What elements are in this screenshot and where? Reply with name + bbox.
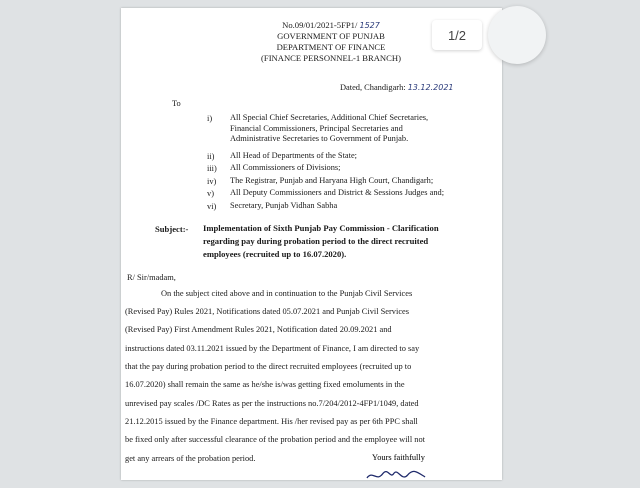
closing: Yours faithfully	[372, 453, 425, 462]
addressee-number: iv)	[207, 177, 217, 186]
addressee-1	[230, 113, 428, 145]
salutation: R/ Sir/madam,	[127, 273, 176, 282]
dated-label: Dated, Chandigarh:	[340, 83, 406, 92]
addressee-number: vi)	[207, 202, 217, 211]
body-line: get any arrears of the probation period.	[125, 454, 256, 463]
body-line: On the subject cited above and in continuation to the Punjab Civil Services	[161, 289, 413, 298]
body-line: that the pay during probation period to the direct recruited employees (recruited up to	[125, 362, 412, 371]
addressee-3	[230, 163, 341, 174]
body-line: be fixed only after successful clearance of the probation period and the employee will not	[125, 435, 425, 444]
addressee-line: Administrative Secretaries to Government of Punjab.	[230, 134, 409, 144]
body-line: 21.12.2015 issued by the Finance department. His /her revised pay as per 6th PPC shall	[125, 417, 418, 426]
government-heading: GOVERNMENT OF PUNJAB	[277, 31, 385, 41]
branch-heading: (FINANCE PERSONNEL-1 BRANCH)	[261, 53, 401, 63]
subject-label: Subject:-	[155, 224, 189, 234]
subject-text	[203, 222, 453, 261]
addressee-line: Financial Commissioners, Principal Secretaries and	[230, 123, 403, 133]
addressee-line: All Commissioners of Divisions;	[230, 163, 341, 172]
addressee-number: ii)	[207, 152, 215, 161]
addressee-number: i)	[207, 114, 213, 123]
body-line: unrevised pay scales /DC Rates as per the instructions no.7/204/2012-4FP1/1049, dated	[125, 399, 419, 408]
letter-number-printed: No.09/01/2021-5FP1/	[282, 20, 358, 30]
body-line: 16.07.2020) shall remain the same as he/she is/was getting fixed emoluments in the	[125, 380, 405, 389]
subject-line: Implementation of Sixth Punjab Pay Commission - Clarification	[203, 223, 439, 233]
floating-action-button[interactable]	[488, 6, 546, 64]
document-page	[121, 8, 502, 480]
subject-line: employees (recruited up to 16.07.2020).	[203, 249, 347, 259]
addressee-6	[230, 201, 337, 212]
signature	[365, 464, 427, 488]
department-heading: DEPARTMENT OF FINANCE	[276, 42, 386, 52]
letter-number-handwritten: 1527	[359, 21, 380, 30]
subject-line: regarding pay during probation period to the direct recruited	[203, 236, 429, 246]
page-indicator-text: 1/2	[447, 27, 467, 43]
body-line: (Revised Pay) Rules 2021, Notifications dated 05.07.2021 and Punjab Civil Services	[125, 307, 410, 316]
dated-line	[340, 82, 454, 93]
addressee-number: iii)	[207, 164, 217, 173]
addressee-2	[230, 151, 357, 162]
addressee-5	[230, 188, 444, 199]
addressee-line: All Head of Departments of the State;	[230, 151, 357, 160]
addressee-line: All Deputy Commissioners and District & Sessions Judges and;	[230, 188, 445, 197]
addressee-line: The Registrar, Punjab and Haryana High Court, Chandigarh;	[230, 176, 434, 185]
addressee-line: All Special Chief Secretaries, Additional Chief Secretaries,	[230, 113, 429, 122]
to-label: To	[172, 99, 181, 108]
addressee-line: Secretary, Punjab Vidhan Sabha	[230, 201, 338, 210]
body-line: (Revised Pay) First Amendment Rules 2021, Notification dated 20.09.2021 and	[125, 325, 392, 334]
page-indicator	[432, 20, 482, 50]
addressee-4	[230, 176, 433, 187]
letter-number	[211, 20, 451, 32]
dated-handwritten: 13.12.2021	[407, 83, 454, 92]
body-line: instructions dated 03.11.2021 issued by the Department of Finance, I am directed to say	[125, 344, 420, 353]
addressee-number: v)	[207, 189, 214, 198]
